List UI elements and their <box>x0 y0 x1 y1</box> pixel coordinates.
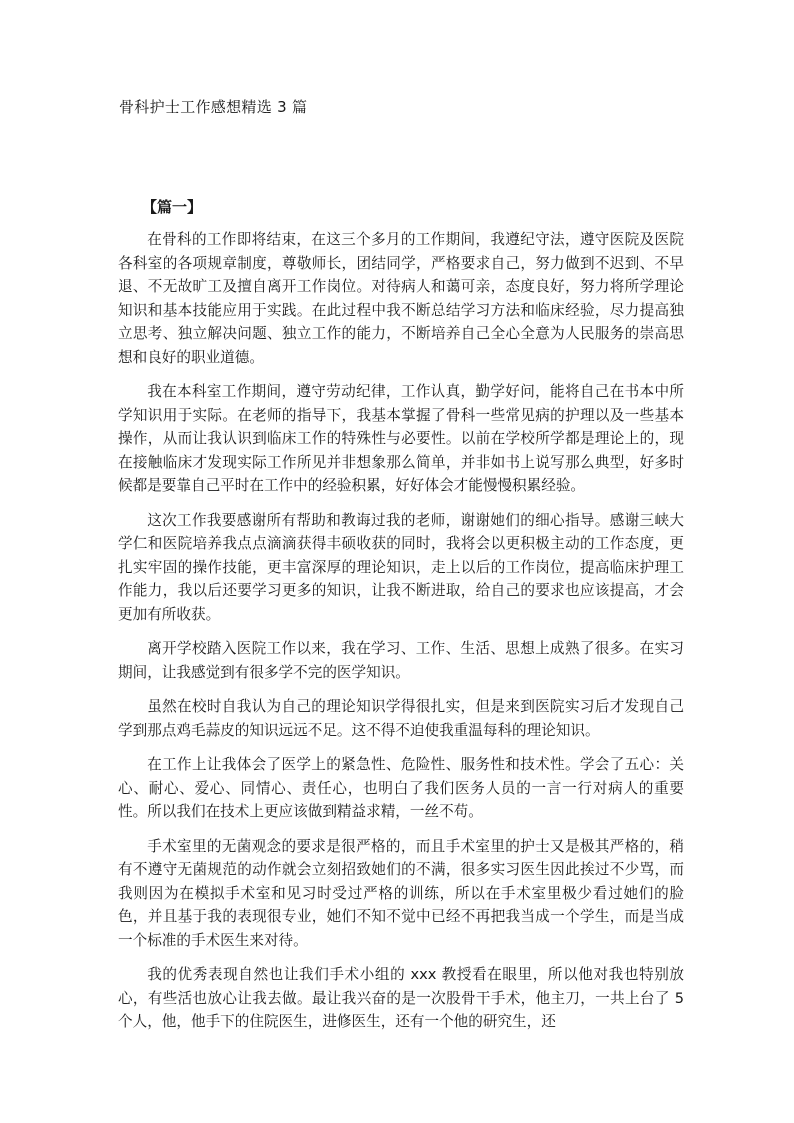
paragraph: 手术室里的无菌观念的要求是很严格的，而且手术室里的护士又是极其严格的，稍有不遵守无菌规范的动作就会立刻招致她们的不满，很多实习医生因此挨过不少骂，而我则因为在模拟手术室和见习时受过严格的训练，所以在手术室里极少看过她们的脸色，并且基于我的表现很专业，她们不知不觉中已经不再把我当成一个学生，而是当成一个标准的手术医生来对待。 <box>118 837 684 949</box>
section-heading: 【篇一】 <box>142 198 203 216</box>
paragraph: 虽然在校时自我认为自己的理论知识学得很扎实，但是来到医院实习后才发现自己学到那点鸡毛蒜皮的知识远远不足。这不得不迫使我重温每科的理论知识。 <box>118 698 684 739</box>
paragraph: 在骨科的工作即将结束，在这三个多月的工作期间，我遵纪守法，遵守医院及医院各科室的各项规章制度，尊敬师长，团结同学，严格要求自己，努力做到不迟到、不早退、不无故旷工及擅自离开工作岗位。对待病人和蔼可亲，态度良好，努力将所学理论知识和基本技能应用于实践。在此过程中我不断总结学习方法和临床经验，尽力提高独立思考、独立解决问题、独立工作的能力，不断培养自己全心全意为人民服务的崇高思想和良好的职业道德。 <box>118 231 684 366</box>
paragraph: 这次工作我要感谢所有帮助和教诲过我的老师，谢谢她们的细心指导。感谢三峡大学仁和医院培养我点点滴滴获得丰硕收获的同时，我将会以更积极主动的工作态度，更扎实牢固的操作技能，更丰富深厚的理论知识，走上以后的工作岗位，提高临床护理工作能力，我以后还要学习更多的知识，让我不断进取，给自己的要求也应该提高，才会更加有所收获。 <box>118 511 684 623</box>
paragraph: 我在本科室工作期间，遵守劳动纪律，工作认真，勤学好问，能将自己在书本中所学知识用于实际。在老师的指导下，我基本掌握了骨科一些常见病的护理以及一些基本操作，从而让我认识到临床工作的特殊性与必要性。以前在学校所学都是理论上的，现在接触临床才发现实际工作所见并非想象那么简单，并非如书上说写那么典型，好多时候都是要靠自己平时在工作中的经验积累，好好体会才能慢慢积累经验。 <box>118 383 684 494</box>
document-title: 骨科护士工作感想精选 3 篇 <box>119 98 308 116</box>
paragraph: 离开学校踏入医院工作以来，我在学习、工作、生活、思想上成熟了很多。在实习期间，让我感觉到有很多学不完的医学知识。 <box>118 640 684 681</box>
paragraph: 我的优秀表现自然也让我们手术小组的 xxx 教授看在眼里，所以他对我也特别放心，有些活也放心让我去做。最让我兴奋的是一次股骨干手术，他主刀，一共上台了 5 个人，他，他手下的住院医生，进修医生，还有一个他的研究生，还 <box>118 966 684 1030</box>
document-body <box>118 228 684 1045</box>
paragraph: 在工作上让我体会了医学上的紧急性、危险性、服务性和技术性。学会了五心：关心、耐心、爱心、同情心、责任心，也明白了我们医务人员的一言一行对病人的重要性。所以我们在技术上更应该做到精益求精，一丝不苟。 <box>118 756 684 820</box>
